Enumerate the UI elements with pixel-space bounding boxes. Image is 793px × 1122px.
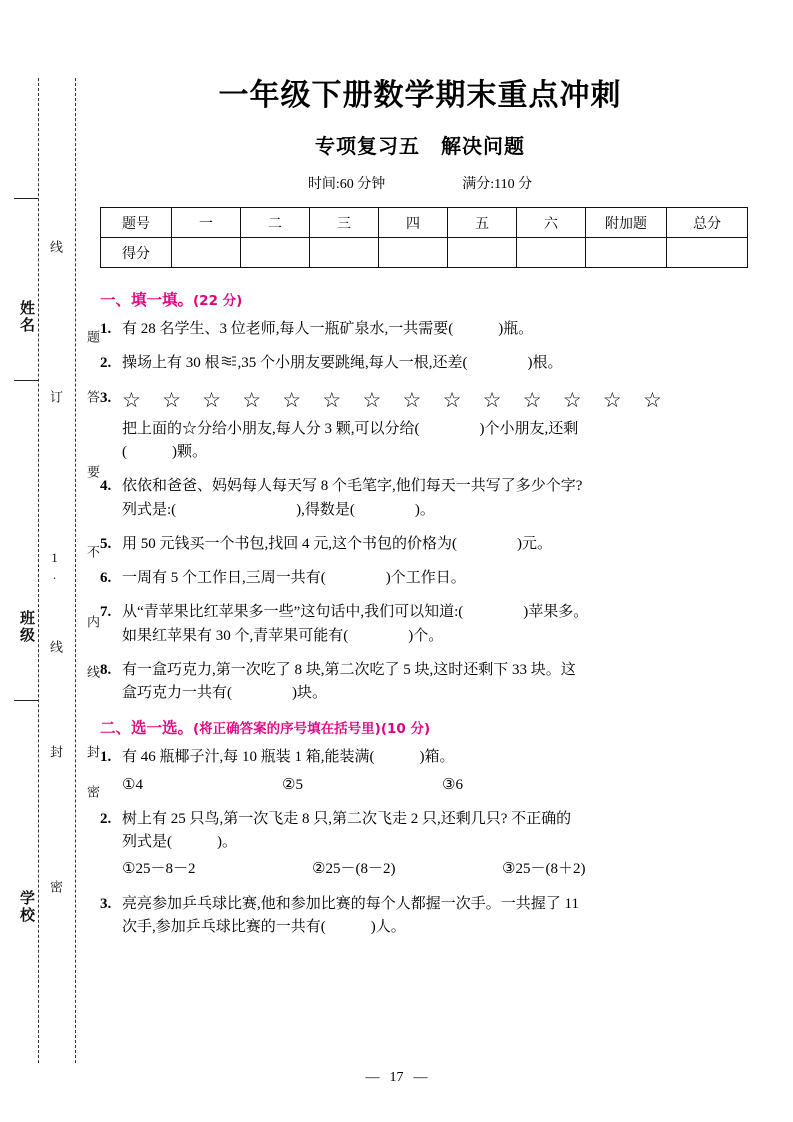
page-title: 一年级下册数学期末重点冲刺 xyxy=(218,78,622,113)
page-footer xyxy=(0,1070,793,1086)
question-2-3 xyxy=(100,893,740,940)
footer-dash-right: — xyxy=(413,1070,428,1085)
question-text: 用 50 元钱买一个书包,找回 4 元,这个书包的价格为( )元。 xyxy=(122,535,552,552)
score-table-col-3: 三 xyxy=(310,208,379,238)
option-b[interactable]: ②25－(8－2) xyxy=(312,861,396,878)
section-2-title: 二、选一选。 xyxy=(100,719,194,738)
seal-word-line-2: 线 xyxy=(48,640,63,655)
question-number: 8. xyxy=(100,661,112,678)
section-heading-2 xyxy=(100,716,740,738)
seal-col-word-2: 要 xyxy=(85,465,100,480)
option-c[interactable]: ③25－(8＋2) xyxy=(502,861,586,878)
question-text-line-2: 次手,参加乒乓球比赛的一共有( )人。 xyxy=(122,918,406,935)
question-text-line-1: 亮亮参加乒乓球比赛,他和参加比赛的每个人都握一次手。一共握了 11 xyxy=(122,895,579,912)
question-text-part-b: ,35 个小朋友要跳绳,每人一根,还差( )根。 xyxy=(237,355,563,372)
question-number: 3. xyxy=(100,389,112,406)
score-cell-bonus[interactable] xyxy=(586,238,667,268)
table-row-scores xyxy=(101,238,748,268)
score-cell-1[interactable] xyxy=(172,238,241,268)
question-1-6 xyxy=(100,567,740,590)
seal-word-seal: 封 xyxy=(48,745,63,760)
question-2-2 xyxy=(100,808,740,882)
question-number: 7. xyxy=(100,604,112,621)
score-cell-total[interactable] xyxy=(667,238,748,268)
question-text-line-1: 依依和爸爸、妈妈每人每天写 8 个毛笔字,他们每天一共写了多少个字? xyxy=(122,478,583,495)
score-table-col-2: 二 xyxy=(241,208,310,238)
question-number: 1. xyxy=(100,321,112,337)
margin-dashed-rail-left xyxy=(38,78,39,1063)
seal-word-line-1: 线 xyxy=(48,240,63,255)
seal-word-secret: 密 xyxy=(48,880,63,895)
seal-col-word-7: 密 xyxy=(85,785,100,800)
score-table-col-1: 一 xyxy=(172,208,241,238)
score-table-col-5: 五 xyxy=(448,208,517,238)
margin-divider-line xyxy=(14,198,38,199)
page-number: 17 xyxy=(389,1070,404,1085)
exam-full-score: 满分:110 分 xyxy=(462,177,533,192)
field-label-school: 学校 xyxy=(18,890,34,924)
score-table-row-label-1: 得分 xyxy=(101,238,172,268)
question-number: 6. xyxy=(100,570,112,587)
score-cell-5[interactable] xyxy=(448,238,517,268)
question-number: 3. xyxy=(100,895,112,912)
score-table-col-4: 四 xyxy=(379,208,448,238)
score-table-row-label-0: 题号 xyxy=(101,208,172,238)
seal-col-word-4: 内 xyxy=(85,615,100,630)
section-2-points: (将正确答案的序号填在括号里)(10 分) xyxy=(193,721,431,738)
option-row xyxy=(122,858,740,881)
seal-word-pack: 1. xyxy=(47,550,62,584)
question-text-part-a: 操场上有 30 根 xyxy=(122,355,220,372)
question-1-2 xyxy=(100,352,740,375)
field-label-class: 班级 xyxy=(18,610,34,644)
exam-meta xyxy=(100,173,740,193)
question-number: 1. xyxy=(100,749,112,766)
question-text-line-1: 有一盒巧克力,第一次吃了 8 块,第二次吃了 5 块,这时还剩下 33 块。这 xyxy=(122,661,576,678)
seal-word-bind: 订 xyxy=(48,390,63,405)
question-number: 4. xyxy=(100,478,112,495)
footer-dash-left: — xyxy=(365,1070,380,1085)
question-text-line-2: 列式是( )。 xyxy=(122,834,237,851)
score-cell-3[interactable] xyxy=(310,238,379,268)
question-1-3 xyxy=(100,387,740,465)
option-a[interactable]: ①25－8－2 xyxy=(122,861,196,878)
question-text-line-1: 树上有 25 只鸟,第一次飞走 8 只,第二次飞走 2 只,还剩几只? 不正确的 xyxy=(122,810,572,827)
field-label-name: 姓名 xyxy=(18,300,34,334)
question-text: 有 46 瓶椰子汁,每 10 瓶装 1 箱,能装满( )箱。 xyxy=(122,749,455,766)
seal-col-word-0: 题 xyxy=(85,330,100,345)
question-text-line-2: 把上面的☆分给小朋友,每人分 3 颗,可以分给( )个小朋友,还剩 xyxy=(122,420,579,437)
question-text: 一周有 5 个工作日,三周一共有( )个工作日。 xyxy=(122,570,466,587)
margin-divider-line xyxy=(14,380,38,381)
score-table xyxy=(100,207,748,268)
page-subtitle: 专项复习五 解决问题 xyxy=(315,134,525,158)
question-text-line-2: 如果红苹果有 30 个,青苹果可能有( )个。 xyxy=(122,627,444,644)
score-cell-4[interactable] xyxy=(379,238,448,268)
section-1-points: (22 分) xyxy=(193,293,243,309)
seal-col-word-1: 答 xyxy=(85,390,100,405)
question-1-5 xyxy=(100,533,740,556)
seal-col-word-3: 不 xyxy=(85,545,100,560)
score-table-col-6: 六 xyxy=(517,208,586,238)
question-text-line-2: 盒巧克力一共有( )块。 xyxy=(122,685,327,702)
exam-time: 时间:60 分钟 xyxy=(307,177,386,192)
question-text xyxy=(122,352,740,375)
question-text-line-2: 列式是:( ),得数是( )。 xyxy=(122,501,435,518)
score-cell-6[interactable] xyxy=(517,238,586,268)
section-1-title: 一、填一填。 xyxy=(100,291,194,309)
score-table-col-total: 总分 xyxy=(667,208,748,238)
margin-dashed-rail-right xyxy=(75,78,76,1063)
question-number: 2. xyxy=(100,355,112,372)
question-1-7 xyxy=(100,601,740,648)
star-row: ☆ ☆ ☆ ☆ ☆ ☆ ☆ ☆ ☆ ☆ ☆ ☆ ☆ ☆ xyxy=(122,387,670,412)
option-c[interactable]: ③6 xyxy=(442,776,463,793)
question-number: 2. xyxy=(100,810,112,827)
question-text-line-3: ( )颗。 xyxy=(122,444,207,461)
option-row xyxy=(122,774,740,797)
score-table-col-bonus: 附加题 xyxy=(586,208,667,238)
jump-rope-icon xyxy=(220,354,238,368)
seal-col-word-6: 封 xyxy=(85,745,100,760)
margin-divider-line xyxy=(14,700,38,701)
exam-content xyxy=(100,70,740,950)
question-2-1 xyxy=(100,746,740,797)
section-heading-1 xyxy=(100,288,740,310)
question-text: 有 28 名学生、3 位老师,每人一瓶矿泉水,一共需要( )瓶。 xyxy=(122,321,534,337)
question-1-1 xyxy=(100,318,740,341)
option-b[interactable]: ②5 xyxy=(282,776,303,793)
table-row-header xyxy=(101,208,748,238)
seal-col-word-5: 线 xyxy=(85,665,100,680)
question-1-4 xyxy=(100,475,740,522)
question-number: 5. xyxy=(100,535,112,552)
option-a[interactable]: ①4 xyxy=(122,776,143,793)
question-text-line-1: 从“青苹果比红苹果多一些”这句话中,我们可以知道:( )苹果多。 xyxy=(122,604,589,621)
question-1-8 xyxy=(100,659,740,706)
score-cell-2[interactable] xyxy=(241,238,310,268)
